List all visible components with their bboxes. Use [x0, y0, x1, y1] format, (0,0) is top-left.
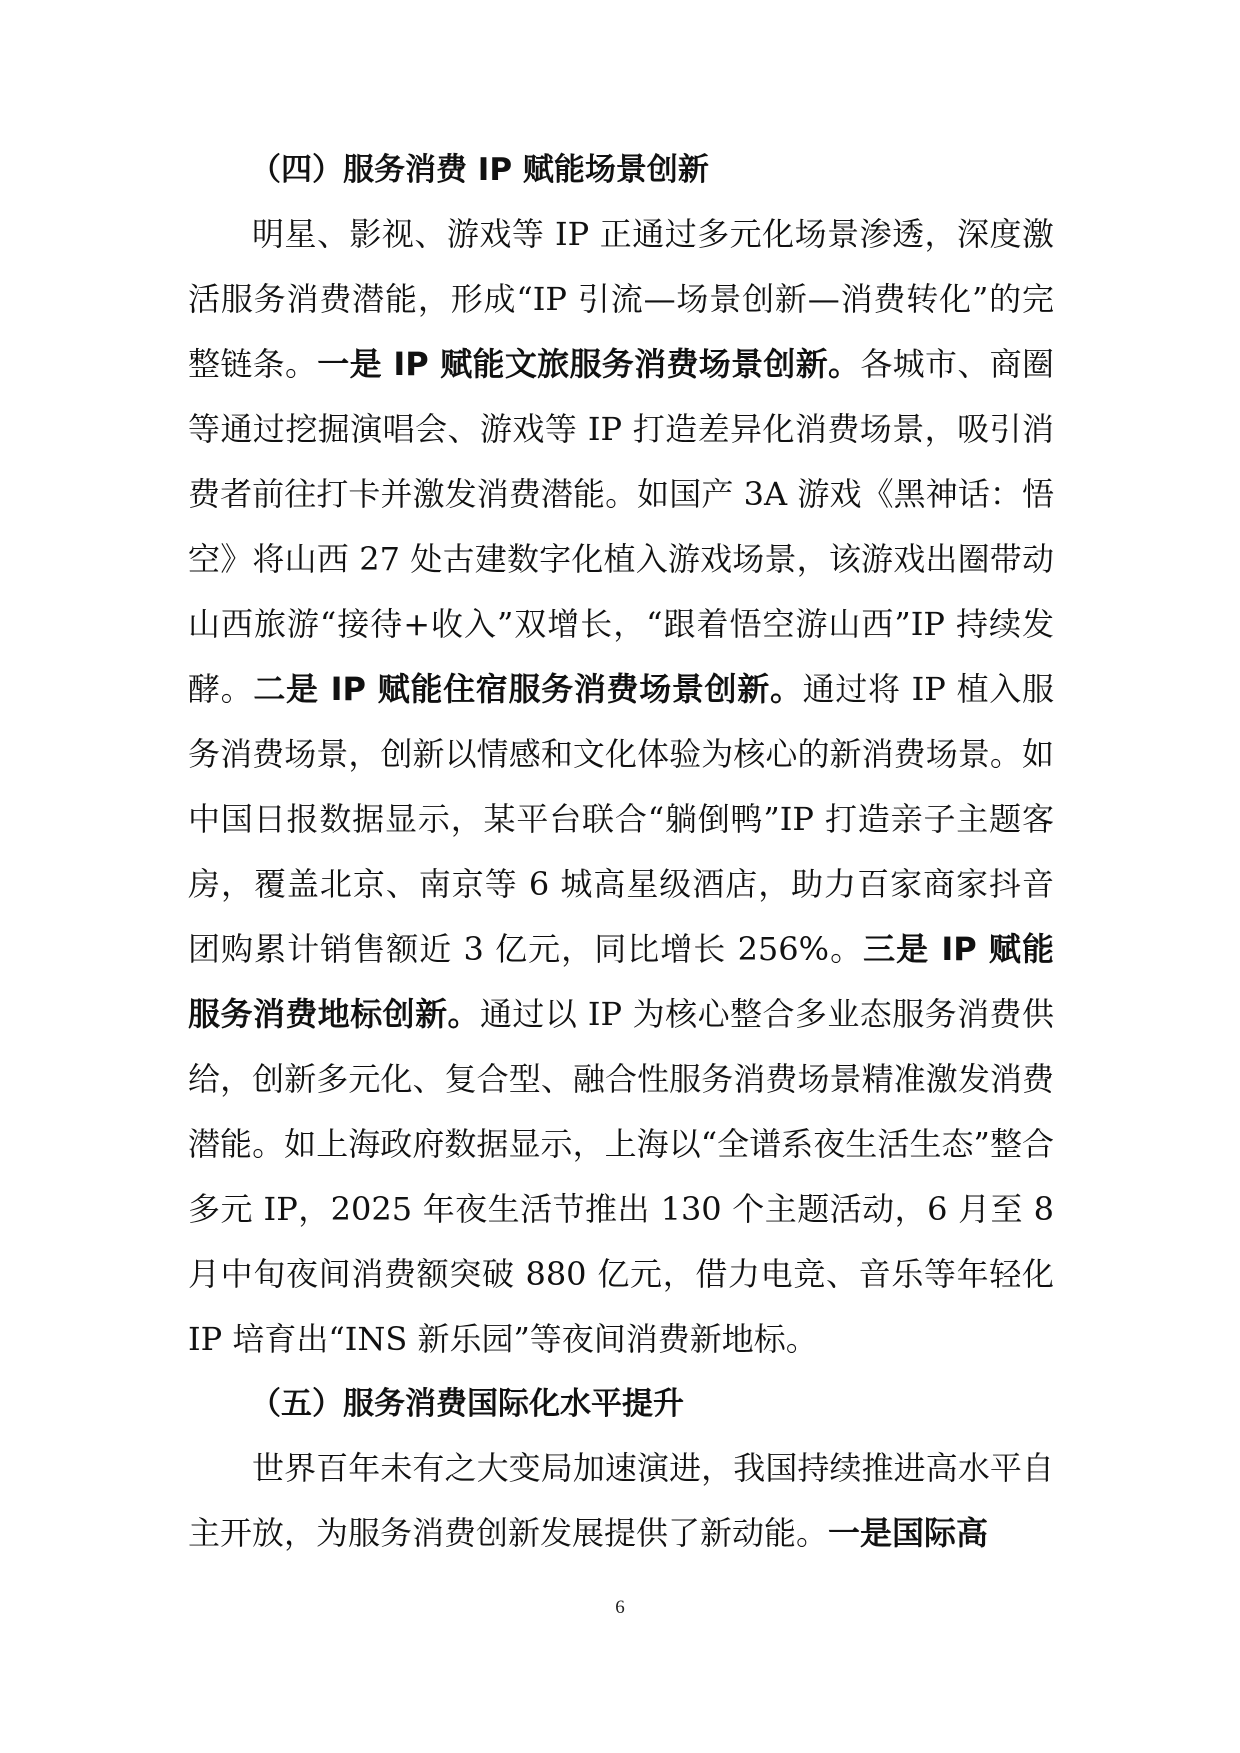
bold-point-1: 一是国际高: [828, 1514, 989, 1552]
paragraph-text: 世界百年未有之大变局加速演进，我国持续推进高水平自主开放，为服务消费创新发展提供了新动能。: [188, 1449, 1054, 1552]
bold-point-2: 二是 IP 赋能住宿服务消费场景创新。: [253, 670, 803, 708]
section-heading-5: （五）服务消费国际化水平提升: [250, 1386, 684, 1422]
bold-point-1: 一是 IP 赋能文旅服务消费场景创新。: [317, 345, 861, 383]
page-body: [188, 138, 1054, 1566]
section-5-paragraph: [188, 1436, 1054, 1566]
paragraph-text: 各城市、商圈等通过挖掘演唱会、游戏等 IP 打造差异化消费场景，吸引消费者前往打卡并激发消费潜能。如国产 3A 游戏《黑神话：悟空》将山西 27 处古建数字化植入游戏场景，该游戏出圈带动山西旅游“接待+收入”双增长，“跟着悟空游山西”IP 持续发酵。: [188, 345, 1054, 708]
paragraph-text: 明星、影视、游戏等 IP 正通过多元化场景渗透，深度激活服务消费潜能，形成“IP 引流—场景创新—消费转化”的完整链条。: [188, 215, 1054, 383]
section-4-paragraph: [188, 202, 1054, 1372]
paragraph-text: 通过将 IP 植入服务消费场景，创新以情感和文化体验为核心的新消费场景。如中国日报数据显示，某平台联合“躺倒鸭”IP 打造亲子主题客房，覆盖北京、南京等 6 城高星级酒店，助力百家商家抖音团购累计销售额近 3 亿元，同比增长 256%。: [188, 670, 1054, 968]
paragraph-text: 通过以 IP 为核心整合多业态服务消费供给，创新多元化、复合型、融合性服务消费场景精准激发消费潜能。如上海政府数据显示，上海以“全谱系夜生活生态”整合多元 IP，2025 年夜生活节推出 130 个主题活动，6 月至 8 月中旬夜间消费额突破 880 亿元，借力电竞、音乐等年轻化 IP 培育出“INS 新乐园”等夜间消费新地标。: [188, 995, 1054, 1358]
page-number: 6: [615, 1597, 625, 1618]
section-heading-4: （四）服务消费 IP 赋能场景创新: [250, 152, 709, 188]
bold-point-3: 三是 IP 赋能服务消费地标创新。: [188, 930, 1054, 1033]
